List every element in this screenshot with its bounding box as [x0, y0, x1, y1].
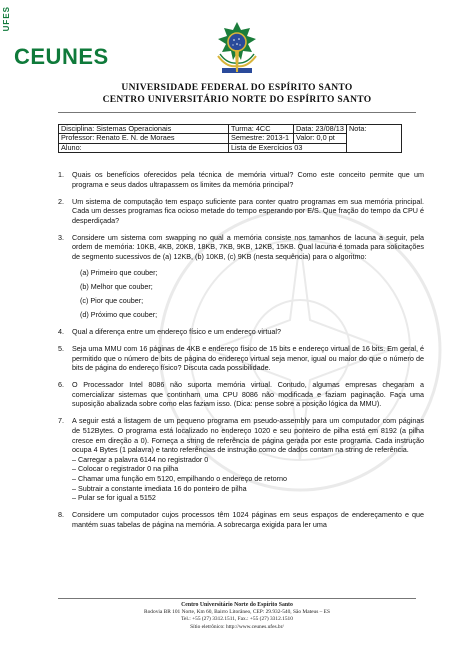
question-text: Qual a diferença entre um endereço físico e um endereço virtual? [72, 327, 281, 337]
list-item: – Subtrair a constante imediata 16 do ponteiro de pilha [72, 483, 247, 493]
footer-website: Sítio eletrônico: http://www.ceunes.ufes.br/ [190, 623, 284, 630]
ufes-vertical-logo: UFES [2, 6, 11, 32]
brazil-coat-of-arms-icon [212, 20, 262, 78]
list-item: (b) Melhor que couber; [80, 281, 153, 291]
question-5 [58, 344, 424, 373]
question-text: Um sistema de computação tem espaço suficiente para conter quatro programas em sua memória principal. Cada um desses programas fica ocioso metade do tempo esperando por E/S. Que fração do tempo da CPU é desperdiçada? [72, 196, 424, 225]
list-item: (a) Primeiro que couber; [80, 267, 158, 277]
class-field: Turma: 4CC [229, 125, 294, 134]
exercise-list [58, 170, 424, 537]
question-1 [58, 170, 424, 189]
question-7 [58, 416, 424, 502]
footer-address: Rodovia BR 101 Norte, Km 60, Bairro Litorâneo, CEP: 29.932-540, São Mateus – ES [144, 609, 330, 616]
semester-field: Semestre: 2013-1 [229, 134, 294, 143]
list-item: (d) Próximo que couber; [80, 310, 158, 320]
list-item: – Colocar o registrador 0 na pilha [72, 464, 179, 474]
question-number: 7. [58, 416, 64, 426]
header-divider [58, 112, 416, 113]
question-text: Considere um sistema com swapping no qual a memória consiste nos tamanhos de lacuna a seguir, pela ordem de memória: 10KB, 4KB, 20KB, 18KB, 7KB, 9KB, 12KB, 15KB. Qual lacuna é tomada para solicitações de segmento sucessivos de (a) 12KB, (b) 10KB, (c) 9KB (nesta sequência) para o algoritmo: [72, 232, 424, 261]
question-6 [58, 380, 424, 409]
student-field: Aluno: [59, 143, 229, 152]
center-name: CENTRO UNIVERSITÁRIO NORTE DO ESPÍRITO SANTO [102, 95, 372, 105]
value-field: Valor: 0,0 pt [294, 134, 347, 143]
question-8 [58, 510, 424, 529]
question-text: O Processador Intel 8086 não suporta memória virtual. Contudo, algumas empresas chegaram a comercializar sistemas que continham uma CPU 8086 não modificada e faziam paginação. Faça uma suposição abalizada sobre como elas faziam isso. (Dica: pense sobre a posição lógica da MMU). [72, 380, 424, 409]
ceunes-logo: CEUNES [14, 44, 109, 69]
professor-field: Professor: Renato E. N. de Moraes [59, 134, 229, 143]
question-number: 1. [58, 170, 64, 179]
list-item: – Chamar uma função em 5120, empilhando o endereço de retorno [72, 473, 287, 483]
question-number: 3. [58, 232, 64, 242]
page-footer [0, 602, 474, 631]
list-item: – Carregar a palavra 6144 no registrador 0 [72, 454, 209, 464]
question-text: A seguir está a listagem de um pequeno programa em pseudo-assembly para um computador com páginas de 512Bytes. O programa está localizado no endereço 1020 e seu ponteiro de pilha está em 8192 (a pilha cresce em direção a 0). Forneça a string de referência de página gerada por este programa. Cada instrução ocupa 4 Bytes (1 palavra) e tanto referências de instrução como de dados contam na string de referência. [72, 416, 424, 455]
list-title-field: Lista de Exercícios 03 [229, 143, 347, 152]
question-number: 8. [58, 510, 64, 520]
date-field: Data: 23/08/13 [294, 125, 347, 134]
question-3 [58, 233, 424, 320]
footer-divider [58, 598, 416, 599]
question-number: 5. [58, 344, 64, 354]
question-number: 2. [58, 196, 64, 206]
sub-item-list [72, 268, 424, 320]
question-text: Quais os benefícios oferecidos pela técnica de memória virtual? Como este conceito permite que um programa e seus dados ultrapassem os limites da memória principal? [72, 170, 424, 189]
footer-phone: Tel.: +55 (27) 3312.1511, Fax.: +55 (27) 3312.1510 [181, 616, 293, 623]
course-field: Disciplina: Sistemas Operacionais [59, 125, 229, 134]
list-item: – Pular se for igual a 5152 [72, 493, 156, 503]
course-info-table [58, 124, 402, 153]
list-item: (c) Pior que couber; [80, 295, 144, 305]
grade-field: Nota: [347, 125, 402, 153]
university-name: UNIVERSIDADE FEDERAL DO ESPÍRITO SANTO [121, 83, 353, 93]
program-steps [72, 455, 424, 503]
footer-institution: Centro Universitário Norte do Espírito Santo [181, 602, 293, 608]
question-text: Seja uma MMU com 16 páginas de 4KB e endereço físico de 15 bits e endereço virtual de 16 bits. Em geral, é permitido que o número de bits de página do endereço virtual seja menor, igual ou maior do que o número de bits de página do endereço físico? Discuta cada possibilidade. [72, 344, 424, 373]
question-number: 6. [58, 380, 64, 390]
question-4 [58, 327, 424, 337]
question-number: 4. [58, 327, 64, 337]
question-2 [58, 197, 424, 226]
question-text: Considere um computador cujos processos têm 1024 páginas em seus espaços de endereçamento e que mantém suas tabelas de página na memória. A sobrecarga exigida para ler uma [72, 510, 424, 529]
